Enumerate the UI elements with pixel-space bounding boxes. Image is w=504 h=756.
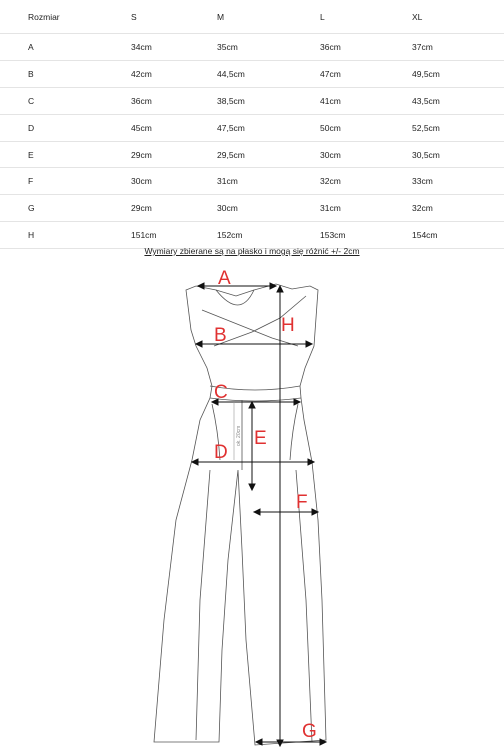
table-cell: 29cm: [131, 141, 217, 168]
arrow-head: [196, 341, 202, 347]
label-a: A: [218, 268, 231, 289]
table-row: [0, 60, 504, 87]
table-cell: 50cm: [320, 114, 412, 141]
arrow-head: [198, 283, 204, 289]
label-d: D: [214, 442, 228, 463]
table-cell: B: [0, 60, 131, 87]
label-e: E: [254, 428, 267, 449]
table-cell: 49,5cm: [412, 60, 504, 87]
arrow-head: [192, 459, 198, 465]
jumpsuit-diagram: [0, 262, 504, 756]
table-cell: 47cm: [320, 60, 412, 87]
table-row: [0, 87, 504, 114]
table-cell: 29,5cm: [217, 141, 320, 168]
table-cell: D: [0, 114, 131, 141]
table-cell: 38,5cm: [217, 87, 320, 114]
table-header-row: [0, 0, 504, 34]
header-cell: Rozmiar: [0, 0, 131, 34]
table-cell: G: [0, 195, 131, 222]
table-row: [0, 222, 504, 249]
label-h: H: [281, 315, 295, 336]
table-cell: F: [0, 168, 131, 195]
arrow-head: [254, 509, 260, 515]
label-b: B: [214, 325, 227, 346]
table-cell: 35cm: [217, 34, 320, 61]
table-cell: 153cm: [320, 222, 412, 249]
table-row: [0, 114, 504, 141]
table-cell: 32cm: [412, 195, 504, 222]
table-cell: H: [0, 222, 131, 249]
table-row: [0, 34, 504, 61]
small-measure-text: ok. 20cm: [236, 425, 242, 446]
table-cell: E: [0, 141, 131, 168]
arrow-head: [294, 399, 300, 405]
table-cell: 29cm: [131, 195, 217, 222]
table-cell: 43,5cm: [412, 87, 504, 114]
table-cell: 41cm: [320, 87, 412, 114]
label-c: C: [214, 382, 228, 403]
arrow-head: [249, 484, 255, 490]
table-cell: A: [0, 34, 131, 61]
table-cell: 30cm: [131, 168, 217, 195]
table-cell: 37cm: [412, 34, 504, 61]
arrow-head: [277, 286, 283, 292]
table-cell: 30cm: [320, 141, 412, 168]
table-cell: 45cm: [131, 114, 217, 141]
table-cell: 30cm: [217, 195, 320, 222]
table-cell: 44,5cm: [217, 60, 320, 87]
measurement-note: Wymiary zbierane są na płasko i mogą się różnić +/- 2cm: [144, 246, 360, 256]
arrow-head: [308, 459, 314, 465]
pocket-right: [290, 404, 298, 460]
table-cell: 154cm: [412, 222, 504, 249]
table-cell: 36cm: [320, 34, 412, 61]
header-cell: L: [320, 0, 412, 34]
garment-outline: [154, 284, 326, 745]
table-cell: 31cm: [217, 168, 320, 195]
arrow-head: [249, 402, 255, 408]
table-cell: 30,5cm: [412, 141, 504, 168]
table-cell: 31cm: [320, 195, 412, 222]
table-cell: 47,5cm: [217, 114, 320, 141]
table-cell: 152cm: [217, 222, 320, 249]
table-cell: 52,5cm: [412, 114, 504, 141]
table-cell: 33cm: [412, 168, 504, 195]
header-cell: M: [217, 0, 320, 34]
table-row: [0, 141, 504, 168]
label-f: F: [296, 492, 308, 513]
table-cell: 32cm: [320, 168, 412, 195]
size-table: [0, 0, 504, 249]
side-seam-left: [196, 470, 210, 740]
table-cell: 34cm: [131, 34, 217, 61]
header-cell: XL: [412, 0, 504, 34]
table-cell: 36cm: [131, 87, 217, 114]
table-row: [0, 195, 504, 222]
table-cell: 42cm: [131, 60, 217, 87]
arrow-head: [256, 739, 262, 745]
label-g: G: [302, 721, 317, 742]
table-row: [0, 168, 504, 195]
table-cell: 151cm: [131, 222, 217, 249]
header-cell: S: [131, 0, 217, 34]
table-cell: C: [0, 87, 131, 114]
arrow-head: [306, 341, 312, 347]
